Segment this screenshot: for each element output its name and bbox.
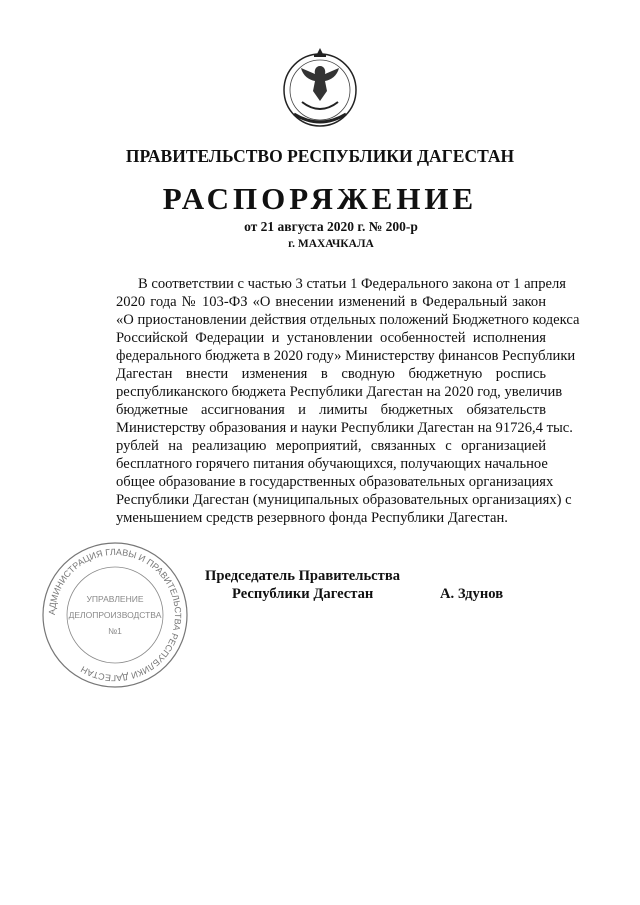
city: г. МАХАЧКАЛА [288, 238, 374, 250]
body-line: Министерству образования и науки Республики Дагестан на 91726,4 тыс. [116, 420, 573, 436]
body-line: Дагестан внести изменения в сводную бюджетную роспись [116, 366, 546, 382]
signatory-title-line2: Республики Дагестан [232, 586, 374, 602]
body-line: Республики Дагестан (муниципальных образовательных организациях) с [116, 492, 572, 508]
body-line: рублей на реализацию мероприятий, связанных с организацией [116, 438, 546, 454]
office-stamp [40, 540, 190, 690]
body-line: республиканского бюджета Республики Дагестан на 2020 год, увеличив [116, 384, 563, 400]
stamp-center-line: №1 [108, 626, 122, 636]
body-line: уменьшением средств резервного фонда Республики Дагестан. [116, 510, 508, 526]
stamp-center-line: УПРАВЛЕНИЕ [86, 594, 144, 604]
body-line: Российской Федерации и установлении особенностей исполнения [116, 330, 546, 346]
body-line: федерального бюджета в 2020 году» Министерству финансов Республики [116, 348, 576, 364]
document-type-title: РАСПОРЯЖЕНИЕ [162, 181, 478, 216]
stamp-ring-text: АДМИНИСТРАЦИЯ ГЛАВЫ И ПРАВИТЕЛЬСТВА РЕСПУБЛИКИ ДАГЕСТАН [46, 546, 184, 684]
signatory-name: А. Здунов [440, 586, 504, 602]
body-line: бесплатного горячего питания обучающихся, получающих начальное [116, 456, 548, 472]
body-line: общее образование в государственных образовательных организациях [116, 474, 554, 490]
body-line: 2020 года № 103-ФЗ «О внесении изменений в Федеральный закон [116, 294, 546, 310]
stamp-center-line: ДЕЛОПРОИЗВОДСТВА [68, 610, 162, 620]
body-line: «О приостановлении действия отдельных положений Бюджетного кодекса [116, 312, 580, 328]
coat-of-arms-emblem [276, 44, 364, 130]
body-line: В соответствии с частью 3 статьи 1 Федерального закона от 1 апреля [138, 276, 567, 292]
date-and-number: от 21 августа 2020 г. № 200-р [244, 219, 418, 234]
body-line: бюджетные ассигнования и лимиты бюджетных обязательств [116, 402, 546, 418]
government-name: ПРАВИТЕЛЬСТВО РЕСПУБЛИКИ ДАГЕСТАН [125, 146, 515, 166]
signatory-title-line1: Председатель Правительства [205, 568, 401, 584]
order-body-text [116, 275, 580, 527]
